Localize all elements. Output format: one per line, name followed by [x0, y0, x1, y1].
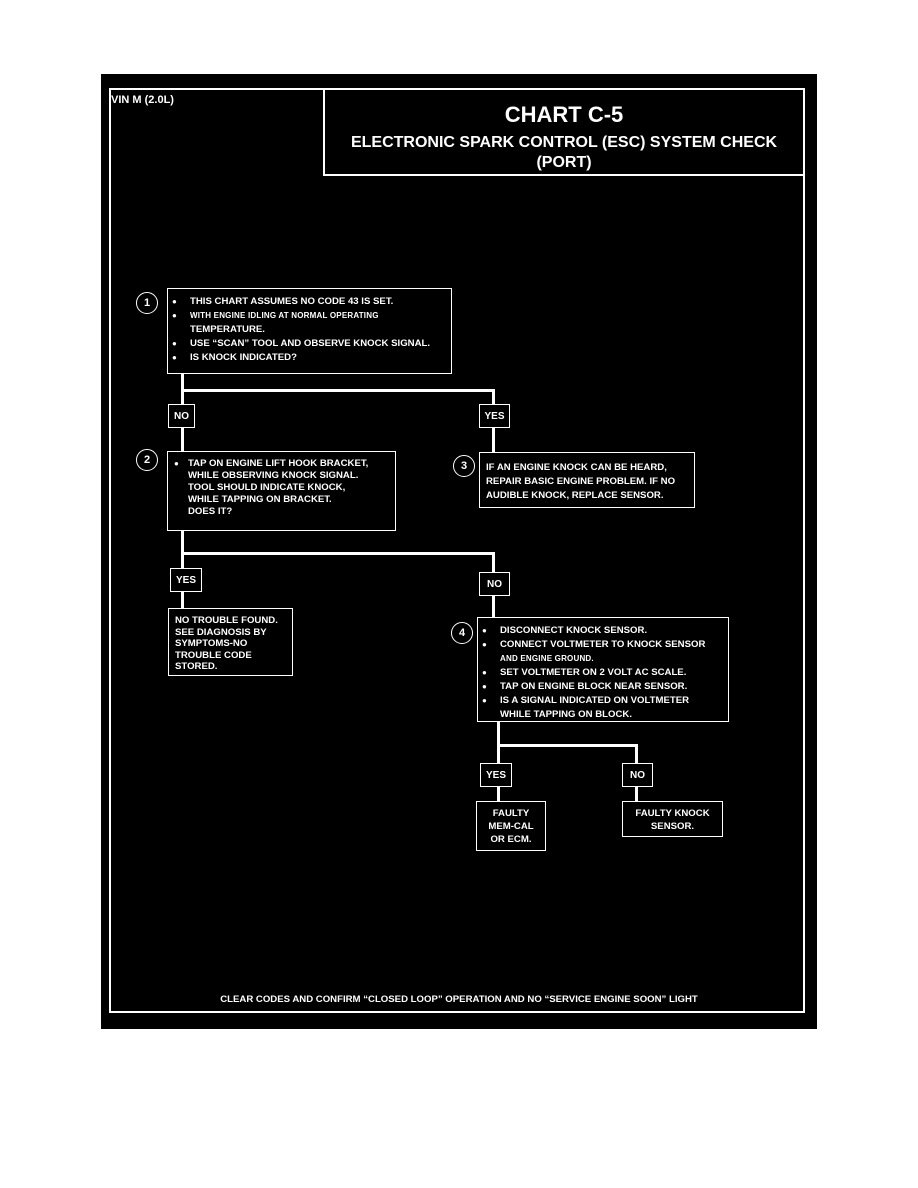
step-2-line: TOOL SHOULD INDICATE KNOCK,	[188, 482, 346, 493]
no-trouble-line: SEE DIAGNOSIS BY	[175, 626, 267, 638]
step-3-box	[479, 452, 695, 508]
result-no-text	[623, 807, 722, 833]
step-2-box: ● TAP ON ENGINE LIFT HOOK BRACKET, WHILE OBSERVING KNOCK SIGNAL. TOOL SHOULD INDICATE KNOCK, WHILE TAPPING ON BRACKET. DOES IT?	[167, 451, 396, 531]
branch-2-yes-label: YES	[170, 568, 202, 592]
branch-3-yes-label: YES	[480, 763, 512, 787]
step-2-line: WHILE OBSERVING KNOCK SIGNAL.	[188, 470, 359, 481]
step-2-line: TAP ON ENGINE LIFT HOOK BRACKET,	[188, 458, 369, 469]
step-3-marker: 3	[453, 455, 475, 477]
connector	[181, 592, 184, 608]
result-yes-text	[477, 807, 545, 846]
chart-title: CHART C-5	[504, 102, 624, 127]
footer-note: CLEAR CODES AND CONFIRM “CLOSED LOOP” OPERATION AND NO “SERVICE ENGINE SOON” LIGHT	[220, 994, 698, 1005]
step-4-bullet-continued: WHILE TAPPING ON BLOCK.	[500, 709, 632, 720]
branch-1-yes-label: YES	[479, 404, 510, 428]
connector	[497, 744, 500, 763]
step-1-box	[167, 288, 452, 374]
result-yes-line: MEM-CAL	[488, 821, 534, 832]
vin-label: VIN M (2.0L)	[111, 94, 174, 106]
step-1-bullet: ● THIS CHART ASSUMES NO CODE 43 IS SET.	[168, 295, 451, 309]
step-1-bullet: ● IS KNOCK INDICATED?	[168, 351, 451, 365]
result-faulty-sensor-box	[622, 801, 723, 837]
no-trouble-text	[175, 615, 278, 673]
branch-3-no-label: NO	[622, 763, 653, 787]
result-yes-line: FAULTY	[492, 808, 530, 819]
result-yes-line: OR ECM.	[490, 834, 532, 845]
chart-panel	[101, 74, 817, 1029]
connector	[181, 389, 184, 404]
step-2-text	[188, 458, 368, 518]
connector	[492, 389, 495, 404]
no-trouble-line: STORED.	[175, 661, 218, 672]
step-1-bullet-continued: TEMPERATURE.	[190, 324, 265, 335]
chart-subtitle-line2: (PORT)	[536, 154, 592, 171]
connector	[492, 428, 495, 452]
chart-frame	[109, 88, 805, 1013]
step-1-bullet: ● USE “SCAN” TOOL AND OBSERVE KNOCK SIGNAL.	[168, 337, 451, 351]
branch-2-no-label: NO	[479, 572, 510, 596]
step-4-box	[477, 617, 729, 722]
no-trouble-line: SYMPTOMS-NO	[175, 638, 248, 649]
connector	[635, 744, 638, 763]
step-4-marker: 4	[451, 622, 473, 644]
step-2-line: WHILE TAPPING ON BRACKET.	[188, 494, 332, 505]
step-2-marker: 2	[136, 449, 158, 471]
step-3-text	[486, 461, 675, 503]
step-4-bullet: ● CONNECT VOLTMETER TO KNOCK SENSOR	[478, 638, 728, 652]
connector	[635, 787, 638, 801]
step-3-line: AUDIBLE KNOCK, REPLACE SENSOR.	[486, 490, 664, 501]
no-trouble-line: NO TROUBLE FOUND.	[175, 615, 278, 626]
connector	[181, 552, 184, 568]
branch-1-no-label: NO	[168, 404, 195, 428]
step-4-bullet: ● SET VOLTMETER ON 2 VOLT AC SCALE.	[478, 666, 728, 680]
connector	[181, 389, 495, 392]
result-faulty-memcal-box	[476, 801, 546, 851]
step-4-bullet: ● IS A SIGNAL INDICATED ON VOLTMETER	[478, 694, 728, 708]
step-4-bullet-continued: AND ENGINE GROUND.	[500, 654, 594, 663]
result-no-line: FAULTY KNOCK	[635, 808, 710, 819]
step-3-line: IF AN ENGINE KNOCK CAN BE HEARD,	[486, 462, 667, 473]
step-4-bullet: ● TAP ON ENGINE BLOCK NEAR SENSOR.	[478, 680, 728, 694]
no-trouble-box	[168, 608, 293, 676]
chart-subtitle-line1: ELECTRONIC SPARK CONTROL (ESC) SYSTEM CHECK	[350, 134, 778, 151]
title-box	[323, 88, 805, 176]
step-4-bullet: ● DISCONNECT KNOCK SENSOR.	[478, 624, 728, 638]
result-no-line: SENSOR.	[650, 821, 695, 832]
step-1-marker: 1	[136, 292, 158, 314]
step-2-line: DOES IT?	[188, 506, 233, 517]
connector	[492, 552, 495, 572]
connector	[497, 744, 638, 747]
connector	[497, 787, 500, 801]
connector	[181, 552, 495, 555]
no-trouble-line: TROUBLE CODE	[175, 649, 252, 661]
connector	[492, 596, 495, 617]
step-1-bullet: ● WITH ENGINE IDLING AT NORMAL OPERATING	[168, 309, 451, 323]
step-3-line: REPAIR BASIC ENGINE PROBLEM. IF NO	[486, 476, 676, 487]
connector	[181, 428, 184, 451]
